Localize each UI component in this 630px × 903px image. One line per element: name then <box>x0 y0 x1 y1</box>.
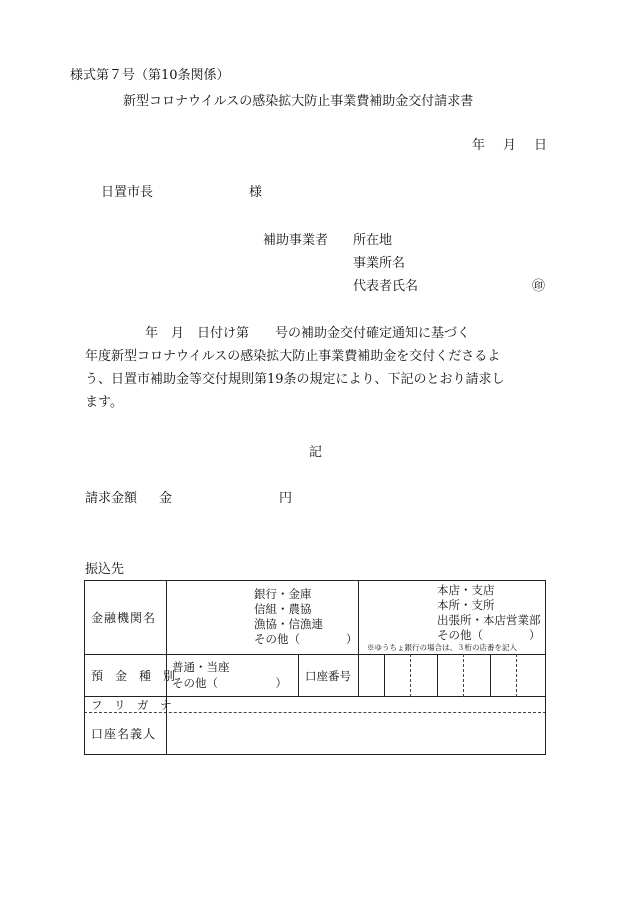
account-digit-divider <box>490 654 491 697</box>
table-row-divider <box>84 696 546 697</box>
applicant-role-label: 補助事業者 <box>263 233 329 248</box>
deposit-type-divider <box>298 654 299 697</box>
institution-branch-divider <box>358 580 359 655</box>
institution-type-1: 銀行・金庫 <box>254 587 312 601</box>
date-month: 月 <box>503 138 517 153</box>
yucho-note: ※ゆうちょ銀行の場合は、３桁の店番を記入 <box>367 643 517 652</box>
address-label: 所在地 <box>353 233 393 248</box>
institution-label: 金融機関名 <box>91 611 157 625</box>
table-row-divider <box>84 654 546 655</box>
table-border-top <box>84 580 546 581</box>
date-year: 年 <box>472 138 486 153</box>
account-number-label: 口座番号 <box>305 669 351 683</box>
addressee-name: 日置市長 <box>101 185 154 200</box>
account-digit-divider <box>516 654 517 697</box>
document-title: 新型コロナウイルスの感染拡大防止事業費補助金交付請求書 <box>123 94 474 109</box>
seal-mark: ㊞ <box>532 279 546 294</box>
body-line-2: 年度新型コロナウイルスの感染拡大防止事業費補助金を交付くださるよ <box>85 349 501 364</box>
deposit-type-option-2: その他（ ） <box>172 676 287 690</box>
account-holder-label: 口座名義人 <box>91 727 157 741</box>
table-border-bottom <box>84 754 546 755</box>
body-line-1: 年 月 日付け第 号の補助金交付確定通知に基づく <box>145 326 471 341</box>
branch-type-2: 本所・支所 <box>437 598 495 612</box>
form-number: 様式第７号（第10条関係） <box>70 68 230 83</box>
account-digit-divider <box>384 654 385 697</box>
furigana-dashed-divider <box>84 712 546 713</box>
date-day: 日 <box>534 138 548 153</box>
account-digit-divider <box>437 654 438 697</box>
account-digit-divider <box>463 654 464 697</box>
furigana-label: フ リ ガ ナ <box>91 698 172 712</box>
institution-type-2: 信組・農協 <box>254 602 312 616</box>
deposit-type-label: 預 金 種 別 <box>91 669 176 683</box>
table-border-right <box>545 580 546 755</box>
body-line-3: う、日置市補助金等交付規則第19条の規定により、下記のとおり請求し <box>85 372 505 387</box>
branch-type-4: その他（ ） <box>437 628 541 642</box>
amount-prefix: 金 <box>159 491 173 506</box>
transfer-heading: 振込先 <box>85 562 125 577</box>
account-number-label-divider <box>358 654 359 697</box>
label-column-divider <box>166 580 167 755</box>
deposit-type-option-1: 普通・当座 <box>172 660 230 674</box>
amount-unit: 円 <box>279 491 293 506</box>
body-paragraph <box>85 345 547 414</box>
institution-type-3: 漁協・信漁連 <box>254 617 323 631</box>
ki-mark: 記 <box>309 445 323 460</box>
office-name-label: 事業所名 <box>353 256 406 271</box>
table-border-left <box>84 580 85 755</box>
representative-label: 代表者氏名 <box>353 279 419 294</box>
branch-type-3: 出張所・本店営業部 <box>437 613 541 627</box>
branch-type-1: 本店・支店 <box>437 583 495 597</box>
body-line-4: ます。 <box>85 395 123 410</box>
amount-label: 請求金額 <box>85 491 138 506</box>
addressee-honorific: 様 <box>249 185 263 200</box>
institution-type-4: その他（ ） <box>254 632 358 646</box>
account-digit-divider <box>410 654 411 697</box>
